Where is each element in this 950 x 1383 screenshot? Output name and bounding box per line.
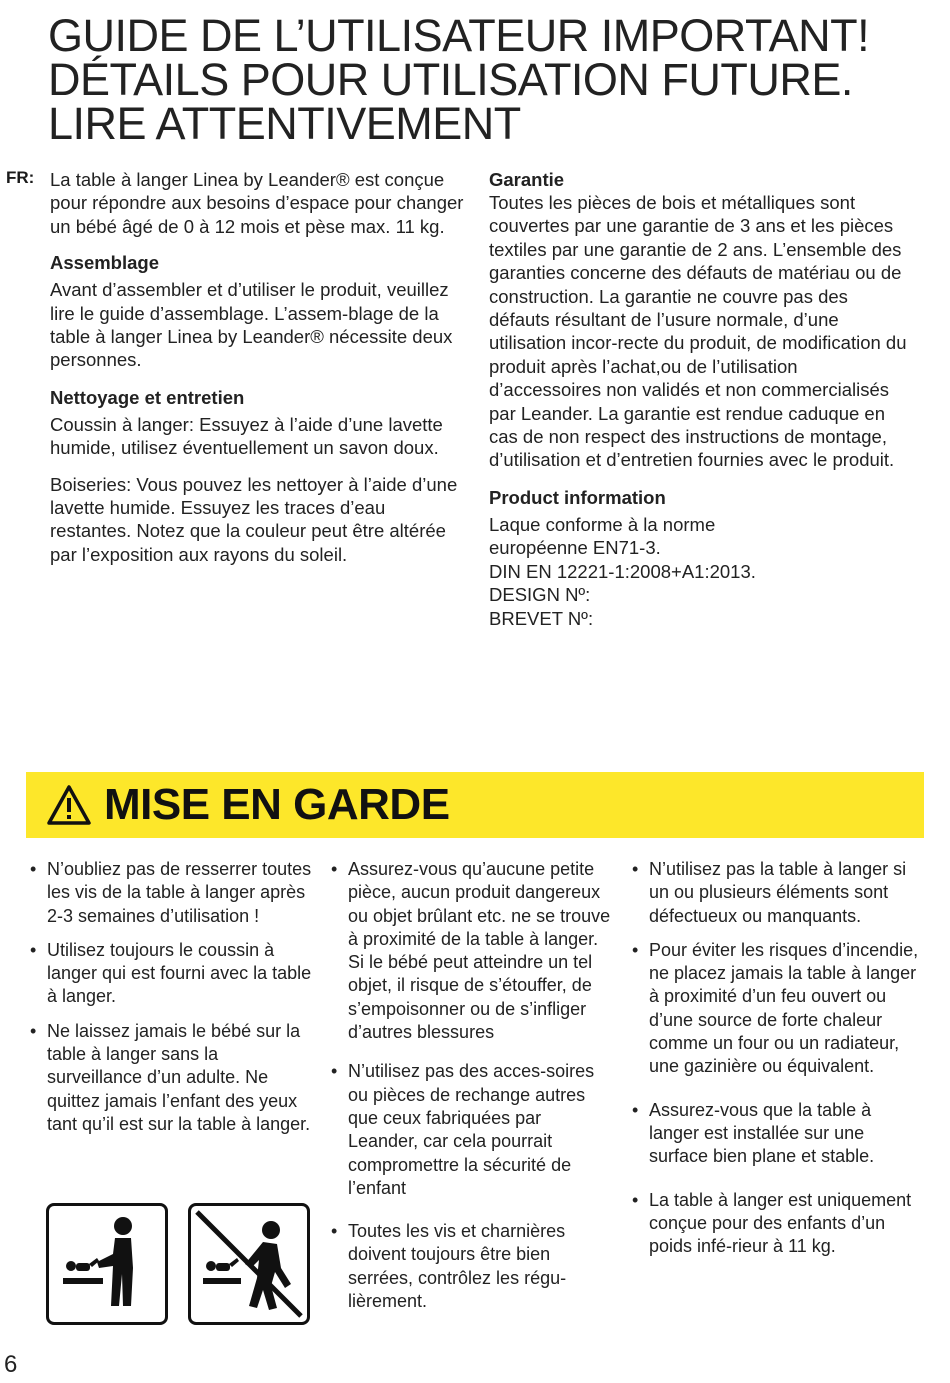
warning-title: MISE EN GARDE (104, 780, 450, 829)
warranty-section (489, 168, 909, 472)
warning-item: • Toutes les vis et charnières doivent toujours être bien serrées, contrôlez les régu-lièrement. (331, 1220, 615, 1313)
warning-item: • La table à langer est uniquement conçue pour des enfants d’un poids infé-rieur à 11 kg. (632, 1189, 924, 1259)
product-info-line: européenne EN71-3. (489, 537, 661, 559)
warning-column-2 (331, 858, 615, 1324)
warning-item: • N’utilisez pas des acces-soires ou pièces de rechange autres que ceux fabriquées par Leander, car cela pourrait compromettre la sécurité de l’enfant (331, 1060, 615, 1200)
warranty-text: Toutes les pièces de bois et métalliques sont couvertes par une garantie de 3 ans et les pièces textiles par une garantie de 2 ans. L’ensemble des garanties concerne des défauts de matériau ou de construction. La garantie ne couvre pas des défauts résultant de l’usure normale, d’une utilisation incor-recte du produit, de modification du produit après l’achat,ou de l’utilisation d’accessoires non validés et non commercialisés par Leander. La garantie est rendue caduque en cas de non respect des instructions de montage, d’utilisation et d’entretien fournies avec le produit. (489, 192, 907, 471)
warning-banner (26, 772, 924, 838)
title-line-2: DÉTAILS POUR UTILISATION FUTURE. (48, 54, 853, 105)
warning-column-1 (30, 858, 316, 1147)
product-info-line: Laque conforme à la norme (489, 513, 716, 535)
supervised-changing-icon (46, 1203, 168, 1325)
page-number: 6 (4, 1351, 18, 1378)
right-column (489, 168, 909, 644)
warning-column-3 (632, 858, 924, 1269)
warning-item: • N’oubliez pas de resserrer toutes les vis de la table à langer après 2-3 semaines d’utilisation ! (30, 858, 316, 928)
title-line-1: GUIDE DE L’UTILISATEUR IMPORTANT! (48, 10, 870, 61)
warning-item: • Utilisez toujours le coussin à langer qui est fourni avec la table à langer. (30, 939, 316, 1009)
warning-item: • N’utilisez pas la table à langer si un ou plusieurs éléments sont défectueux ou manquants. (632, 858, 924, 928)
product-info-line: DESIGN Nº: (489, 584, 591, 606)
product-info-heading: Product information (489, 486, 666, 508)
warning-item: • Assurez-vous que la table à langer est installée sur une surface bien plane et stable. (632, 1099, 924, 1169)
assembly-text: Avant d’assembler et d’utiliser le produit, veuillez lire le guide d’assemblage. L’assem-blage de la table à langer Linea by Leander® nécessite deux personnes. (50, 279, 453, 371)
care-text-wood: Boiseries: Vous pouvez les nettoyer à l’aide d’une lavette humide. Essuyez les traces d’eau restantes. Notez que la couleur peut être altérée par l’exposition aux rayons du soleil. (50, 473, 458, 565)
no-leaving-child-icon (188, 1203, 310, 1325)
title-line-3: LIRE ATTENTIVEMENT (48, 98, 521, 149)
warning-item: • Ne laissez jamais le bébé sur la table à langer sans la surveillance d’un adulte. Ne quittez jamais l’enfant des yeux tant qu’il est sur la table à langer. (30, 1020, 316, 1136)
assembly-section (50, 251, 468, 372)
warning-triangle-icon (46, 784, 92, 826)
care-section (50, 386, 468, 566)
product-info-line: BREVET Nº: (489, 607, 594, 629)
product-info-line: DIN EN 12221-1:2008+A1:2013. (489, 560, 756, 582)
warning-item: • Assurez-vous qu’aucune petite pièce, aucun produit dangereux ou objet brûlant etc. ne se trouve à proximité de la table à langer. Si le bébé peut atteindre un tel objet, il risque de s’étouffer, de s’empoisonner ou de s’infliger d’autres blessures (331, 858, 615, 1044)
left-column (50, 168, 468, 580)
intro-text: La table à langer Linea by Leander® est conçue pour répondre aux besoins d’espace pour changer un bébé âgé de 0 à 12 mois et pèse max. 11 kg. (50, 169, 464, 237)
warning-item: • Pour éviter les risques d’incendie, ne placez jamais la table à langer à proximité d’un feu ouvert ou d’une source de forte chaleur comme un four ou un radiateur, une gazinière ou équivalent. (632, 939, 924, 1079)
warranty-heading: Garantie (489, 169, 565, 190)
assembly-heading: Assemblage (50, 252, 159, 274)
care-text-cushion: Coussin à langer: Essuyez à l’aide d’une lavette humide, utilisez éventuellement un savon doux. (50, 413, 443, 459)
product-info-section (489, 486, 909, 630)
care-heading: Nettoyage et entretien (50, 386, 245, 408)
page-title (48, 10, 938, 149)
language-label: FR: (6, 168, 35, 187)
